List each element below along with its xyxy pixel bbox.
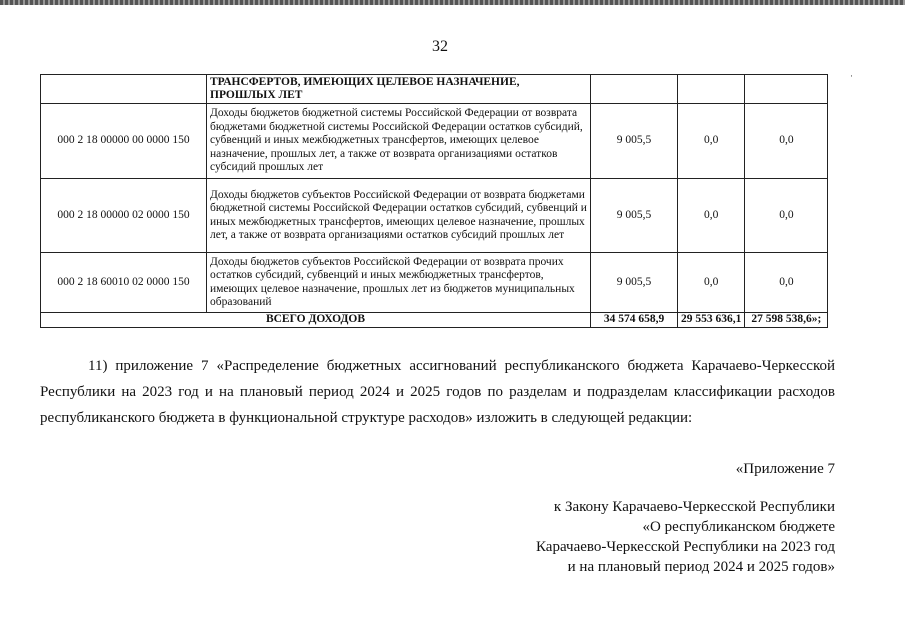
row-value-2023: 9 005,5 (591, 104, 678, 179)
total-label: ВСЕГО ДОХОДОВ (41, 313, 591, 328)
row-value-2024: 0,0 (678, 104, 745, 179)
row-code: 000 2 18 00000 00 0000 150 (41, 104, 207, 179)
header-2024-cell (678, 75, 745, 104)
appendix-line: Карачаево-Черкесской Республики на 2023 год (536, 539, 835, 555)
header-2025-cell (745, 75, 828, 104)
appendix-line: и на плановый период 2024 и 2025 годов» (567, 559, 835, 575)
body-paragraph: 11) приложение 7 «Распределение бюджетных ассигнований республиканского бюджета Карачаево-Черкесской Республики на 2023 год и на плановый период 2024 и 2025 годов по разделам и подразделам классификации расходов республиканского бюджета в функциональной структуре расходов» изложить в следующей редакции: (40, 358, 835, 426)
table-row-total (41, 313, 828, 328)
total-value-2025: 27 598 538,6»; (745, 313, 828, 328)
row-value-2023: 9 005,5 (591, 179, 678, 253)
header-desc-line2: ПРОШЛЫХ ЛЕТ (210, 89, 303, 101)
table-row-header (41, 75, 828, 104)
row-value-2024: 0,0 (678, 179, 745, 253)
scan-speck: · (850, 71, 853, 81)
row-value-2024: 0,0 (678, 253, 745, 313)
header-code-cell (41, 75, 207, 104)
appendix-line: «О республиканском бюджете (642, 519, 835, 535)
page-number: 32 (432, 38, 448, 55)
row-code: 000 2 18 60010 02 0000 150 (41, 253, 207, 313)
page-top-border (0, 0, 905, 5)
total-value-2024: 29 553 636,1 (678, 313, 745, 328)
table-row (41, 179, 828, 253)
appendix-title: «Приложение 7 (735, 461, 835, 477)
header-desc-cell (207, 75, 591, 104)
revenue-table (40, 74, 828, 328)
header-desc-line1: ТРАНСФЕРТОВ, ИМЕЮЩИХ ЦЕЛЕВОЕ НАЗНАЧЕНИЕ, (210, 75, 520, 88)
row-description: Доходы бюджетов субъектов Российской Федерации от возврата прочих остатков субсидий, субвенций и иных межбюджетных трансфертов, имеющих целевое назначение, прошлых лет из бюджетов муниципальных образований (207, 253, 591, 313)
appendix-heading (536, 459, 835, 577)
row-value-2025: 0,0 (745, 104, 828, 179)
row-code: 000 2 18 00000 02 0000 150 (41, 179, 207, 253)
row-value-2025: 0,0 (745, 179, 828, 253)
table-row (41, 104, 828, 179)
row-value-2023: 9 005,5 (591, 253, 678, 313)
row-value-2025: 0,0 (745, 253, 828, 313)
header-2023-cell (591, 75, 678, 104)
row-description: Доходы бюджетов субъектов Российской Федерации от возврата бюджетами бюджетной системы Российской Федерации остатков субсидий, субвенций и иных межбюджетных трансфертов, имеющих целевое назначение, прошлых лет, а также от возврата организациями остатков субсидий прошлых лет (207, 179, 591, 253)
appendix-line: к Закону Карачаево-Черкесской Республики (553, 499, 835, 515)
table-row (41, 253, 828, 313)
row-description: Доходы бюджетов бюджетной системы Российской Федерации от возврата бюджетами бюджетной системы Российской Федерации остатков субсидий, субвенций и иных межбюджетных трансфертов, имеющих целевое назначение, прошлых лет, а также от возврата организациями остатков субсидий прошлых лет (207, 104, 591, 179)
total-value-2023: 34 574 658,9 (591, 313, 678, 328)
